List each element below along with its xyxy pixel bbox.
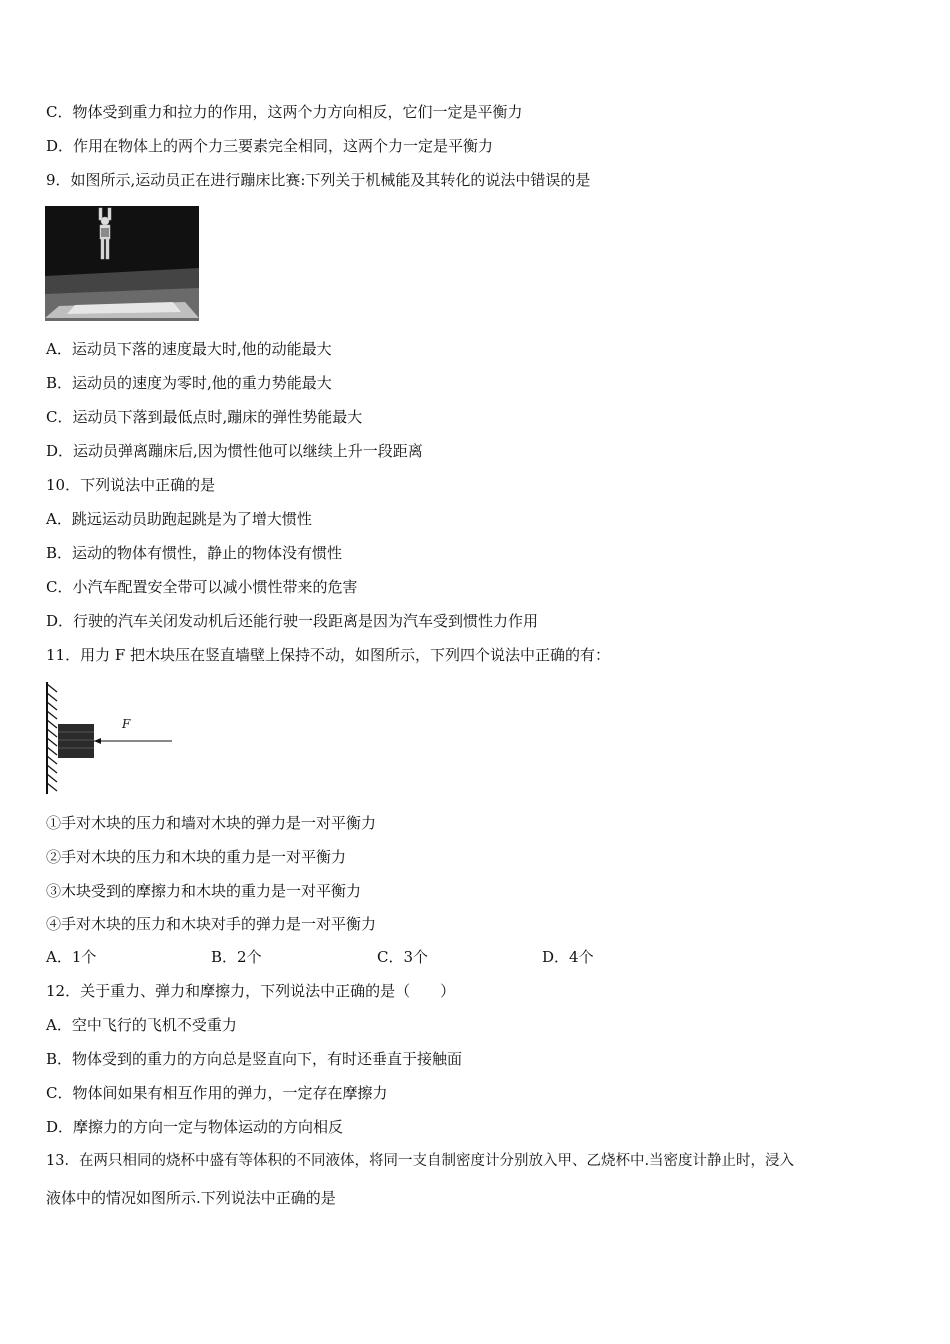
q11-option-c: C．3个 (377, 948, 429, 966)
q13-stem-line1: 13．在两只相同的烧杯中盛有等体积的不同液体，将同一支自制密度计分别放入甲、乙烧杯中.当密度计静止时，浸入 (46, 1153, 795, 1169)
q9-option-d: D．运动员弹离蹦床后,因为惯性他可以继续上升一段距离 (46, 442, 423, 460)
q11-option-d: D．4个 (542, 948, 594, 966)
q8-option-c: C．物体受到重力和拉力的作用，这两个力方向相反，它们一定是平衡力 (46, 103, 523, 121)
force-label: F (122, 717, 131, 731)
q11-statement-2: ②手对木块的压力和木块的重力是一对平衡力 (46, 848, 347, 866)
q11-statement-4: ④手对木块的压力和木块对手的弹力是一对平衡力 (46, 915, 377, 933)
wall-block-figure (40, 680, 180, 796)
q9-option-c: C．运动员下落到最低点时,蹦床的弹性势能最大 (46, 408, 363, 426)
q11-statement-3: ③木块受到的摩擦力和木块的重力是一对平衡力 (46, 882, 362, 900)
q10-option-b: B．运动的物体有惯性，静止的物体没有惯性 (46, 544, 343, 562)
q11-option-a: A．1个 (46, 948, 97, 966)
q11-stem: 11．用力 F 把木块压在竖直墙壁上保持不动，如图所示，下列四个说法中正确的有： (46, 646, 611, 664)
q12-option-a: A．空中飞行的飞机不受重力 (46, 1016, 237, 1034)
q12-option-b: B．物体受到的重力的方向总是竖直向下，有时还垂直于接触面 (46, 1050, 463, 1068)
q12-option-d: D．摩擦力的方向一定与物体运动的方向相反 (46, 1118, 344, 1136)
q10-option-d: D．行驶的汽车关闭发动机后还能行驶一段距离是因为汽车受到惯性力作用 (46, 612, 539, 630)
q11-option-b: B．2个 (211, 948, 262, 966)
q11-statement-1: ①手对木块的压力和墙对木块的弹力是一对平衡力 (46, 814, 377, 832)
q9-option-a: A．运动员下落的速度最大时,他的动能最大 (46, 340, 332, 358)
q13-stem-line2: 液体中的情况如图所示.下列说法中正确的是 (46, 1189, 336, 1207)
q12-stem: 12．关于重力、弹力和摩擦力，下列说法中正确的是（ ） (46, 982, 456, 1000)
q9-stem: 9．如图所示,运动员正在进行蹦床比赛:下列关于机械能及其转化的说法中错误的是 (46, 171, 591, 189)
q10-stem: 10．下列说法中正确的是 (46, 476, 216, 494)
trampoline-figure (45, 206, 199, 321)
q10-option-c: C．小汽车配置安全带可以减小惯性带来的危害 (46, 578, 358, 596)
q9-option-b: B．运动员的速度为零时,他的重力势能最大 (46, 374, 332, 392)
q10-option-a: A．跳远运动员助跑起跳是为了增大惯性 (46, 510, 312, 528)
q8-option-d: D．作用在物体上的两个力三要素完全相同，这两个力一定是平衡力 (46, 137, 494, 155)
q12-option-c: C．物体间如果有相互作用的弹力，一定存在摩擦力 (46, 1084, 388, 1102)
